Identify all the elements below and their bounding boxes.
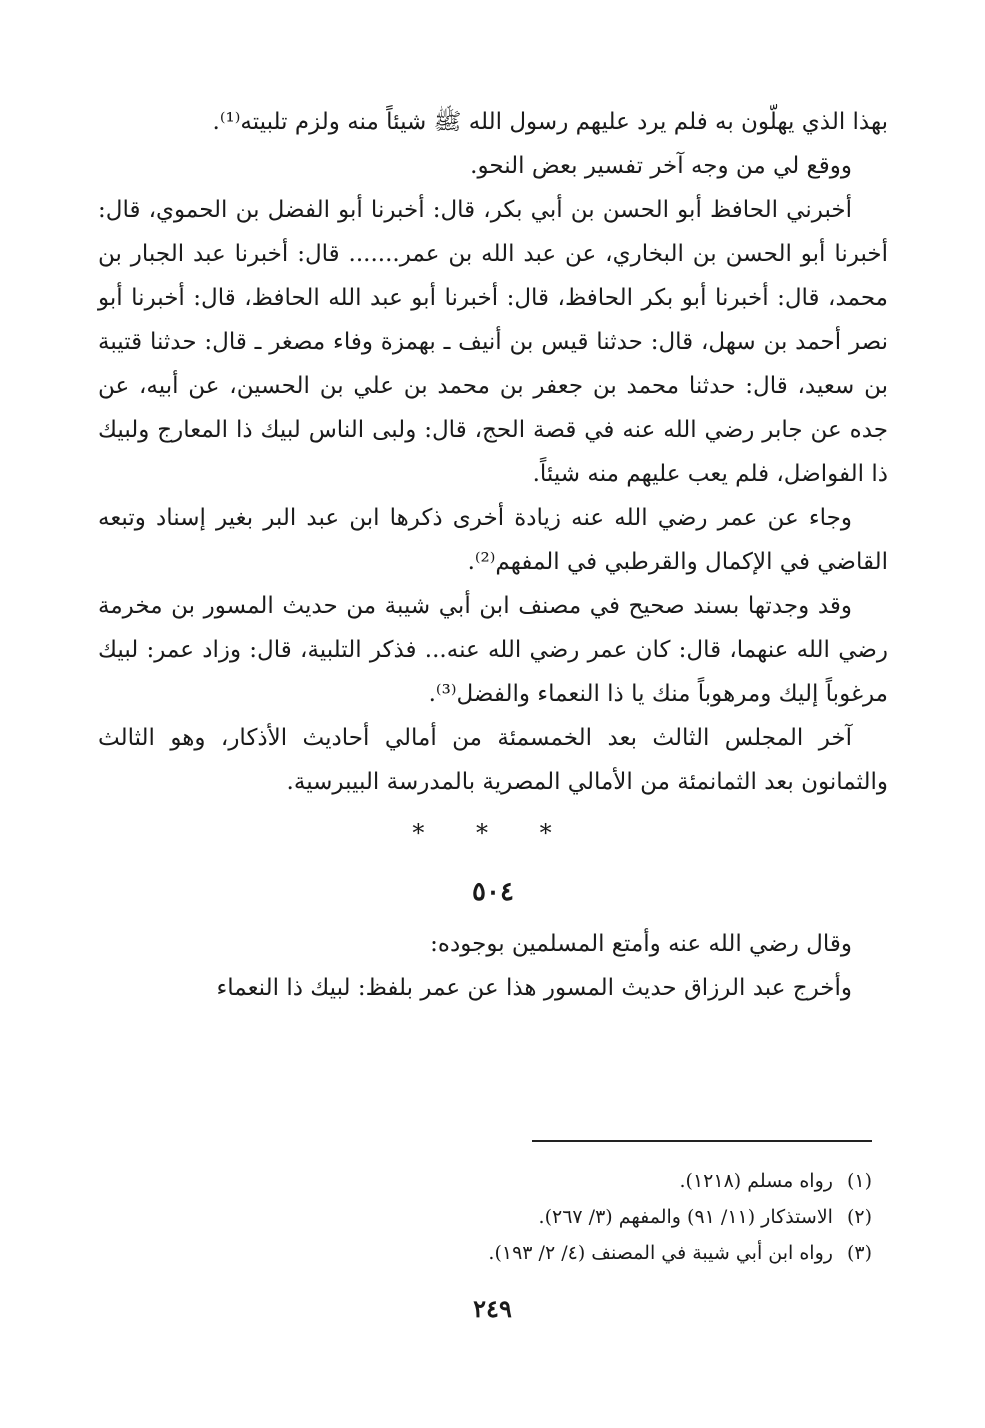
footnote-divider <box>532 1140 872 1142</box>
section-number: ٥٠٤ <box>472 877 514 907</box>
section-paragraph-1: وقال رضي الله عنه وأمتع المسلمين بوجوده: <box>430 931 852 957</box>
paragraph-1: بهذا الذي يهلّون به فلم يرد عليهم رسول الله ﷺ شيئاً منه ولزم تلبيته⁽¹⁾. <box>212 109 888 135</box>
footnote-text: رواه ابن أبي شيبة في المصنف (٤/ ٢/ ١٩٣). <box>488 1242 833 1264</box>
footnote-text: الاستذكار (١١/ ٩١) والمفهم (٣/ ٢٦٧). <box>538 1206 833 1228</box>
footnote-number: (٢) <box>846 1206 872 1228</box>
footnote-text: رواه مسلم (١٢١٨). <box>679 1170 833 1192</box>
footnote-3 <box>172 1235 872 1271</box>
paragraph-3: أخبرني الحافظ أبو الحسن بن أبي بكر، قال: أخبرنا أبو الفضل بن الحموي، قال: أخبرنا أبو الحسن بن البخاري، عن عبد الله بن عمر....... قال: أخبرنا عبد الجبار بن محمد، قال: أخبرنا أبو بكر الحافظ، قال: أخبرنا أبو عبد الله الحافظ، قال: أخبرنا أبو نصر أحمد بن سهل، قال: حدثنا قيس بن أنيف ـ بهمزة وفاء مصغر ـ قال: حدثنا قتيبة بن سعيد، قال: حدثنا محمد بن جعفر بن محمد بن علي بن الحسين، عن أبيه، عن جده عن جابر رضي الله عنه في قصة الحج، قال: ولبى الناس لبيك ذا المعارج ولبيك ذا الفواضل، فلم يعب عليهم منه شيئاً. <box>98 197 888 487</box>
page-body <box>98 100 888 1010</box>
section-separator: * * * <box>412 819 574 847</box>
paragraph-4: وجاء عن عمر رضي الله عنه زيادة أخرى ذكرها ابن عبد البر بغير إسناد وتبعه القاضي في الإكمال والقرطبي في المفهم⁽²⁾. <box>98 505 888 575</box>
paragraph-5: وقد وجدتها بسند صحيح في مصنف ابن أبي شيبة من حديث المسور بن مخرمة رضي الله عنهما، قال: كان عمر رضي الله عنه... فذكر التلبية، قال: وزاد عمر: لبيك مرغوباً إليك ومرهوباً منك يا ذا النعماء والفضل⁽³⁾. <box>98 593 888 707</box>
footnote-2 <box>172 1199 872 1235</box>
footnotes <box>172 1163 872 1271</box>
paragraph-2: ووقع لي من وجه آخر تفسير بعض النحو. <box>470 153 852 179</box>
section-paragraph-2: وأخرج عبد الرزاق حديث المسور هذا عن عمر بلفظ: لبيك ذا النعماء <box>216 975 852 1001</box>
footnote-1 <box>172 1163 872 1199</box>
paragraph-6: آخر المجلس الثالث بعد الخمسمئة من أمالي أحاديث الأذكار، وهو الثالث والثمانون بعد الثمانمئة من الأمالي المصرية بالمدرسة البيبرسية. <box>98 725 888 795</box>
footnote-number: (٣) <box>846 1242 872 1264</box>
footnote-number: (١) <box>846 1170 872 1192</box>
page-number: ٢٤٩ <box>473 1294 512 1323</box>
